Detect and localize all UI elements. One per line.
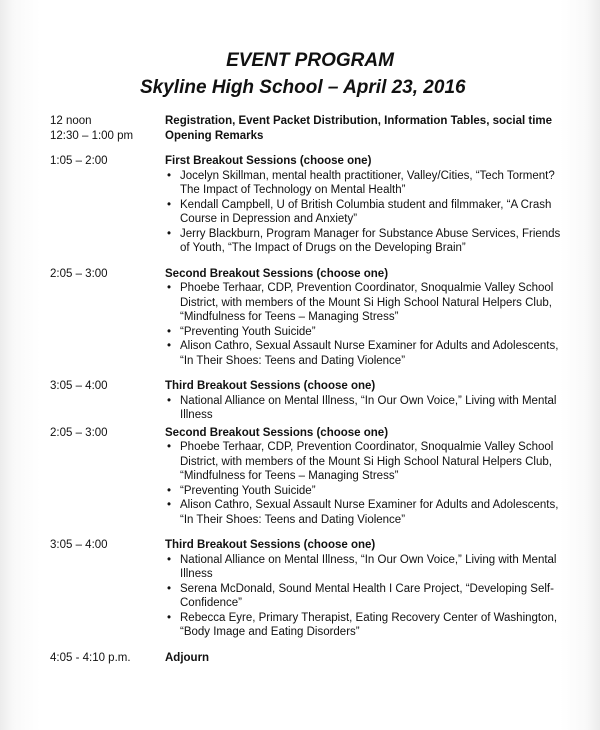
schedule xyxy=(0,114,600,665)
schedule-entry xyxy=(0,154,600,256)
list-item: • “Preventing Youth Suicide” xyxy=(180,325,565,340)
list-item: • Rebecca Eyre, Primary Therapist, Eating Recovery Center of Washington, “Body Image and Eating Disorders” xyxy=(180,611,565,640)
session-list xyxy=(165,169,565,256)
entry-time: 12 noon xyxy=(50,115,92,127)
list-item: • National Alliance on Mental Illness, “In Our Own Voice,” Living with Mental Illness xyxy=(180,553,565,582)
page-title: EVENT PROGRAM xyxy=(226,50,394,71)
list-item: • National Alliance on Mental Illness, “In Our Own Voice,” Living with Mental Illness xyxy=(180,394,565,423)
entry-heading: First Breakout Sessions (choose one) xyxy=(165,155,372,167)
schedule-entry xyxy=(0,538,600,640)
entry-time: 3:05 – 4:00 xyxy=(50,539,108,551)
list-item: • Phoebe Terhaar, CDP, Prevention Coordinator, Snoqualmie Valley School District, with members of the Mount Si High School Natural Helpers Club, “Mindfulness for Teens – Managing Stress” xyxy=(180,440,565,484)
entry-heading: Second Breakout Sessions (choose one) xyxy=(165,267,389,280)
entry-heading: Registration, Event Packet Distribution, Information Tables, social time xyxy=(165,115,553,127)
list-item: • Kendall Campbell, U of British Columbia student and filmmaker, “A Crash Course in Depression and Anxiety” xyxy=(180,198,565,227)
schedule-entry xyxy=(0,129,600,144)
session-list xyxy=(165,553,565,640)
entry-heading: Second Breakout Sessions (choose one) xyxy=(165,426,389,439)
list-item: • Jocelyn Skillman, mental health practitioner, Valley/Cities, “Tech Torment? The Impact of Technology on Mental Health” xyxy=(180,169,565,198)
entry-time: 2:05 – 3:00 xyxy=(50,426,108,439)
entry-time: 1:05 – 2:00 xyxy=(50,155,108,167)
list-item: • Jerry Blackburn, Program Manager for Substance Abuse Services, Friends of Youth, “The Impact of Drugs on the Developing Brain” xyxy=(180,227,565,256)
schedule-entry xyxy=(0,114,600,129)
schedule-entry xyxy=(0,426,600,528)
entry-heading: Opening Remarks xyxy=(165,129,264,142)
session-list xyxy=(165,394,565,423)
list-item: • Phoebe Terhaar, CDP, Prevention Coordinator, Snoqualmie Valley School District, with members of the Mount Si High School Natural Helpers Club, “Mindfulness for Teens – Managing Stress” xyxy=(180,281,565,325)
page-subtitle: Skyline High School – April 23, 2016 xyxy=(140,77,466,98)
schedule-entry xyxy=(0,267,600,369)
entry-time: 2:05 – 3:00 xyxy=(50,267,108,280)
session-list xyxy=(165,440,565,527)
list-item: • Alison Cathro, Sexual Assault Nurse Examiner for Adults and Adolescents, “In Their Shoes: Teens and Dating Violence” xyxy=(180,339,565,368)
entry-time: 12:30 – 1:00 pm xyxy=(50,129,134,142)
session-list xyxy=(165,281,565,368)
schedule-entry xyxy=(0,379,600,423)
entry-time: 4:05 - 4:10 p.m. xyxy=(50,651,131,664)
list-item: • Serena McDonald, Sound Mental Health I Care Project, “Developing Self-Confidence” xyxy=(180,582,565,611)
entry-heading: Third Breakout Sessions (choose one) xyxy=(165,539,376,551)
entry-heading: Third Breakout Sessions (choose one) xyxy=(165,380,376,392)
list-item: • “Preventing Youth Suicide” xyxy=(180,484,565,499)
entry-time: 3:05 – 4:00 xyxy=(50,380,108,392)
entry-heading: Adjourn xyxy=(165,651,210,664)
list-item: • Alison Cathro, Sexual Assault Nurse Examiner for Adults and Adolescents, “In Their Shoes: Teens and Dating Violence” xyxy=(180,498,565,527)
schedule-entry xyxy=(0,651,600,666)
